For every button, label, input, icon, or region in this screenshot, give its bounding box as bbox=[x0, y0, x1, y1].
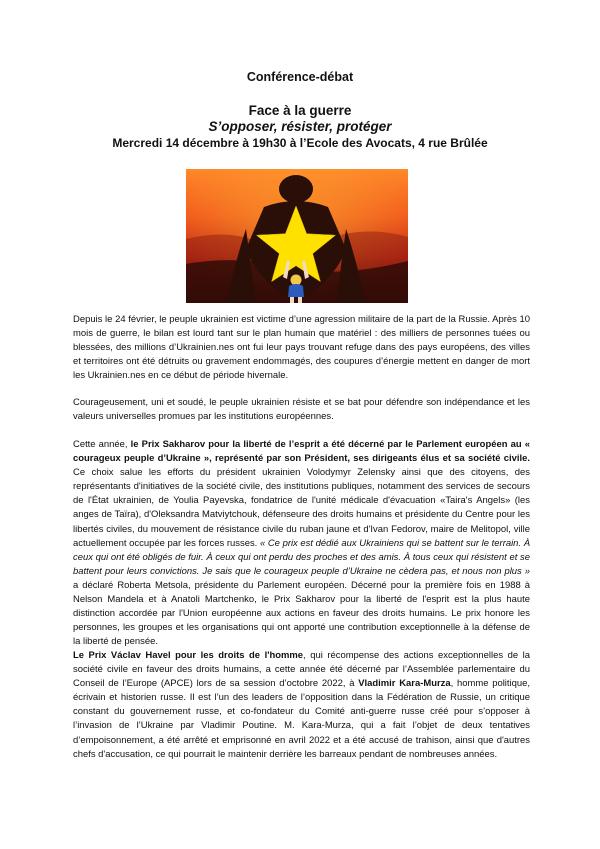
metsola-quote: « Ce prix est dédié aux Ukrainiens qui se battent sur le terrain. À ceux qui ont été obligés de fuir. À ceux qui ont perdu des proches et des amis. À tous ceux qui résistent et se battent pour leurs convictions. Je sais que le courageux peuple d’Ukraine ne cèdera pas, et nous non plus » bbox=[73, 537, 531, 577]
paragraph-sakharov-prize bbox=[73, 438, 530, 649]
sakharov-award-bold: le Prix Sakharov pour la liberté de l’esprit a été décerné par le Parlement européen au « courageux peuple d’Ukraine », représenté par son Président, ses dirigeants élus et sa société civile. bbox=[73, 439, 530, 465]
event-dateline: Mercredi 14 décembre à 19h30 à l’Ecole des Avocats, 4 rue Brûlée bbox=[112, 136, 488, 150]
havel-prize-desc: , qui récompense des actions exceptionnelles de la société civile en faveur des droits humains, a cette année été décerné par l’Assemblée parlementaire du Conseil de l’Europe (APCE) lors de sa session d’octobre 2022, à bbox=[73, 650, 530, 690]
event-subtitle: S’opposer, résister, protéger bbox=[208, 119, 392, 134]
star-silhouette-illustration bbox=[186, 169, 408, 303]
sakharov-details: Ce choix salue les efforts du président ukrainien Volodymyr Zelensky ainsi que des citoyens, des représentants d'initiatives de la société civile, des institutions publiques, notamment des services de secours de l'État ukrainien, de Youlia Payevska, fondatrice de l'unité médicale d'évacuation «Taira's Angels» (les anges de Taïra), d'Oleksandra Matviytchouk, défenseure des droits humains et présidente du Centre pour les libertés civiles, du mouvement de résistance civile du ruban jaune et d'Ivan Fedorov, maire de Melitopol, ville actuellement occupée par les forces russes. bbox=[73, 467, 530, 549]
paragraph-resistance: Courageusement, uni et soudé, le peuple ukrainien résiste et se bat pour défendre son indépendance et les valeurs universelles promues par les institutions européennes. bbox=[73, 397, 530, 423]
sakharov-intro: Cette année, bbox=[73, 439, 131, 450]
sakharov-history: a déclaré Roberta Metsola, présidente du Parlement européen. Décerné pour la première fois en 1988 à Nelson Mandela et à Anatoli Martchenko, le Prix Sakharov pour la liberté de l'esprit est la plus haute distinction accordée par l'Union européenne aux actions en faveur des droits humains. Le prix honore les personnes, les groupes et les organisations qui ont apporté une contribution exceptionnelle à la défense de la liberté de pensée. bbox=[73, 579, 530, 648]
laureate-bio: , homme politique, écrivain et historien russe. Il est l’un des leaders de l’opposition dans la Fédération de Russie, un critique constant du gouvernement russe, et co-fondateur du Comité anti-guerre russe créé pour s’opposer à l’invasion de l’Ukraine par Vladimir Poutine. M. Kara-Murza, qui a fait l’objet de deux tentatives d’empoisonnement, a été arrêté et emprisonné en avril 2022 et a été accusé de trahison, ainsi que d'autres chefs d'accusation, ce qui pourrait le maintenir derrière les barreaux pendant de nombreuses années. bbox=[73, 678, 530, 760]
event-title: Face à la guerre bbox=[248, 103, 352, 118]
event-type-heading: Conférence-débat bbox=[246, 70, 354, 84]
paragraph-havel-prize bbox=[73, 649, 530, 762]
laureate-name: Vladimir Kara-Murza bbox=[358, 678, 451, 690]
paragraph-context: Depuis le 24 février, le peuple ukrainien est victime d’une agression militaire de la part de la Russie. Après 10 mois de guerre, le bilan est lourd tant sur le plan humain que matériel : des milliers de personnes tuées ou blessées, des millions d’Ukrainien.nes ont fui leur pays trouvant refuge dans des pays européens, des villes et territoires ont été détruits ou gravement endommagés, des coupures d’énergie mettent en danger de mort les Ukrainien.nes en ce début de période hivernale. bbox=[73, 314, 530, 382]
havel-prize-bold: Le Prix Václav Havel pour les droits de l'homme bbox=[73, 650, 304, 661]
